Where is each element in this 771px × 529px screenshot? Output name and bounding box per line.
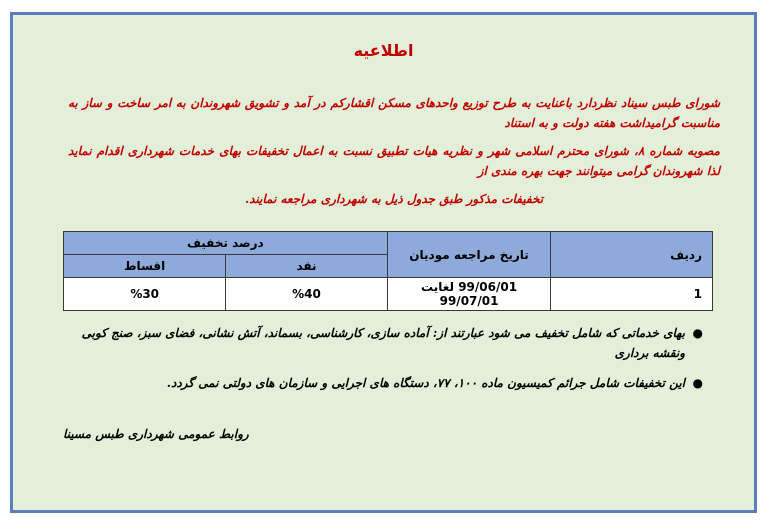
bullet-icon: ● (692, 376, 703, 390)
notice-paragraph-line-2: مصوبه شماره ۸، شورای محترم اسلامی شهر و نظریه هیات تطبیق نسبت به اعمال تخفیفات بهای خدمات شهرداری اقدام نماید لذا شهروندان گرامی میتوانند جهت بهره مندی از (68, 144, 720, 178)
header-installments: اقساط (64, 255, 226, 278)
header-cash: نقد (226, 255, 387, 278)
header-visit-date: تاریخ مراجعه مودیان (387, 232, 551, 278)
cell-visit-date: 99/06/01 لغایت 99/07/01 (387, 278, 551, 311)
list-item (73, 373, 703, 393)
table-header-row (64, 232, 713, 255)
cell-cash: %40 (226, 278, 387, 311)
header-row-number: ردیف (551, 232, 713, 278)
table-row (64, 278, 713, 311)
note-text: این تخفیفات شامل جرائم کمیسیون ماده ۱۰۰، ۷۷، دستگاه های اجرایی و سازمان های دولتی نمی گردد. (166, 376, 685, 390)
list-item (73, 323, 703, 363)
notice-title: اطلاعیه (353, 41, 414, 60)
discount-table (63, 231, 713, 311)
bullet-icon: ● (692, 326, 703, 340)
header-discount-percent: درصد تخفیف (64, 232, 388, 255)
cell-installments: %30 (64, 278, 226, 311)
notice-paragraph-line-3: تخفیفات مذکور طبق جدول ذیل به شهرداری مراجعه نمایند. (244, 192, 544, 206)
cell-row-number: 1 (551, 278, 713, 311)
notice-paragraph-line-1: شورای طبس سیناد نظردارد باعنایت به طرح توزیع واحدهای مسکن اقشارکم در آمد و تشویق شهروندان به امر ساخت و ساز به مناسبت گرامیداشت هفته دولت و به استناد (68, 96, 720, 130)
note-text: بهای خدماتی که شامل تخفیف می شود عبارتند از: آماده سازی، کارشناسی، بسماند، آتش نشانی، فضای سبز، صنج کوبی ونقشه برداری (81, 326, 685, 360)
signature: روابط عمومی شهرداری طبس مسینا (63, 427, 249, 441)
notes-list (73, 323, 703, 403)
notice-frame (10, 12, 757, 513)
